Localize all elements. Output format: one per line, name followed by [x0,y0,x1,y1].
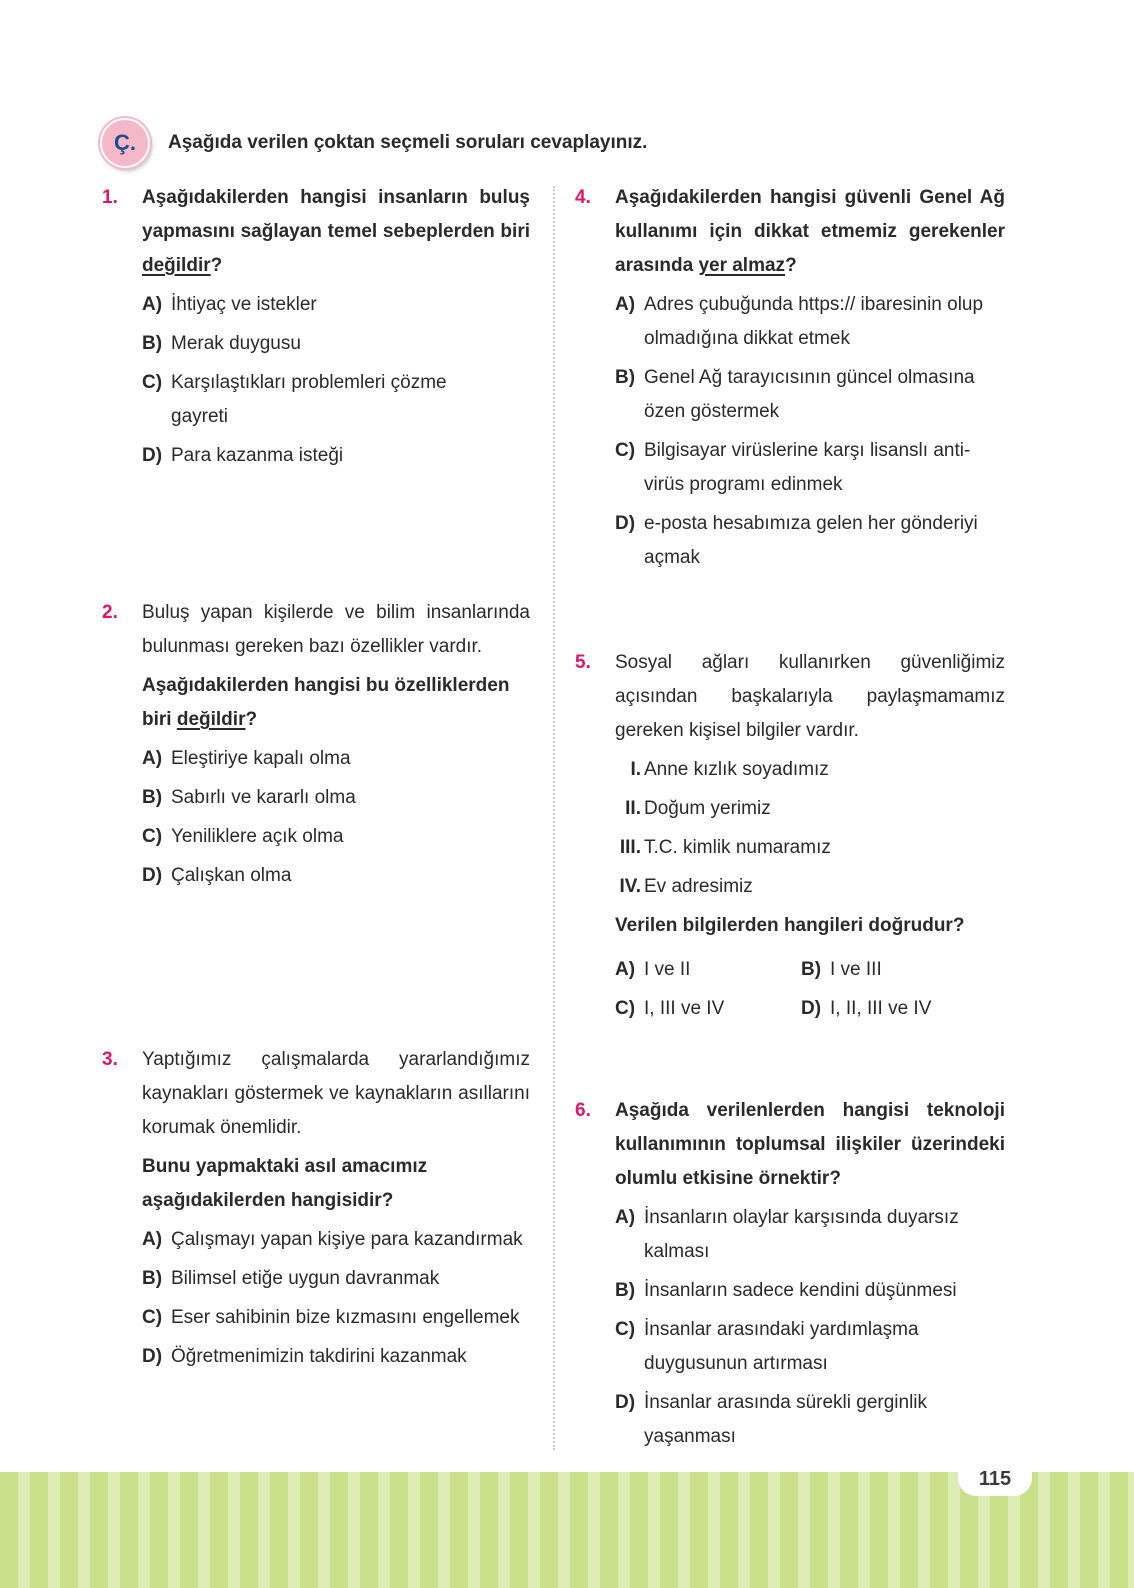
option-d[interactable]: D) Öğretmenimizin takdirini kazanmak [142,1346,467,1367]
option-a[interactable]: A) Çalışmayı yapan kişiye para kazandırmak [142,1229,523,1250]
option-d[interactable]: D) I, II, III ve IV [801,998,932,1019]
option-b[interactable]: B) Genel Ağ tarayıcısının güncel olmasına özen göstermek [615,367,975,422]
question-number: 6. [575,1100,591,1121]
section-header [100,118,647,168]
option-b[interactable]: B) Bilimsel etiğe uygun davranmak [142,1268,440,1289]
question-number: 1. [102,187,118,208]
question-ask: Bunu yapmaktaki asıl amacımız aşağıdakilerden hangisidir? [142,1156,428,1211]
statement-item: II. Doğum yerimiz [625,798,771,819]
question-stem: Aşağıdakilerden hangisi insanların buluş yapmasını sağlayan temel sebeplerden biri değildir? [142,187,530,276]
question-2 [102,596,530,893]
option-b[interactable]: B) I ve III [801,959,882,980]
option-d[interactable]: D) Para kazanma isteği [142,445,344,466]
emphasis-underline: değildir [142,255,211,276]
option-c[interactable]: C) Yeniliklere açık olma [142,826,344,847]
question-6 [575,1094,1005,1454]
option-a[interactable]: A) I ve II [615,959,691,980]
option-b[interactable]: B) İnsanların sadece kendini düşünmesi [615,1280,957,1301]
question-ask: Aşağıdakilerden hangisi bu özelliklerden biri değildir? [142,675,510,730]
option-d[interactable]: D) İnsanlar arasında sürekli gerginlik yaşanması [615,1392,928,1447]
option-c[interactable]: C) Bilgisayar virüslerine karşı lisanslı anti-virüs programı edinmek [615,440,971,495]
question-stem: Aşağıdakilerden hangisi güvenli Genel Ağ kullanımı için dikkat etmemiz gerekenler arasında yer almaz? [615,187,1005,276]
option-c[interactable]: C) Eser sahibinin bize kızmasını engellemek [142,1307,520,1328]
question-stem: Yaptığımız çalışmalarda yararlandığımız kaynakları göstermek ve kaynakların asıllarını korumak önemlidir. [142,1049,530,1138]
emphasis-underline: değildir [176,709,246,730]
option-b[interactable]: B) Merak duygusu [142,333,301,354]
question-4 [575,181,1005,575]
question-number: 2. [102,602,118,623]
statement-item: I. Anne kızlık soyadımız [630,759,829,780]
statement-item: IV. Ev adresimiz [619,876,753,897]
question-5 [575,646,1005,1026]
option-d[interactable]: D) Çalışkan olma [142,865,292,886]
section-badge: Ç. [100,118,150,168]
question-number: 5. [575,652,591,673]
page-number: 115 [958,1462,1032,1496]
question-ask: Verilen bilgilerden hangileri doğrudur? [615,915,965,936]
option-d[interactable]: D) e-posta hesabımıza gelen her gönderiyi açmak [615,513,978,568]
column-divider [553,186,555,1450]
option-c[interactable]: C) Karşılaştıkları problemleri çözme gayreti [142,372,447,427]
option-a[interactable]: A) Eleştiriye kapalı olma [142,748,351,769]
question-number: 4. [575,187,591,208]
question-number: 3. [102,1049,118,1070]
question-1 [102,181,530,473]
option-a[interactable]: A) İhtiyaç ve istekler [142,294,317,315]
option-a[interactable]: A) Adres çubuğunda https:// ibaresinin olup olmadığına dikkat etmek [615,294,984,349]
option-c[interactable]: C) İnsanlar arasındaki yardımlaşma duygusunun artırması [615,1319,919,1374]
question-3 [102,1043,530,1374]
question-stem: Buluş yapan kişilerde ve bilim insanlarında bulunması gereken bazı özellikler vardır. [142,602,530,657]
question-stem: Aşağıda verilenlerden hangisi teknoloji kullanımının toplumsal ilişkiler üzerindeki olumlu etkisine örnektir? [615,1100,1005,1189]
option-b[interactable]: B) Sabırlı ve kararlı olma [142,787,356,808]
section-instruction: Aşağıda verilen çoktan seçmeli soruları cevaplayınız. [168,132,648,153]
question-stem: Sosyal ağları kullanırken güvenliğimiz açısından başkalarıyla paylaşmamamız gereken kişisel bilgiler vardır. [615,652,1005,741]
option-c[interactable]: C) I, III ve IV [615,998,725,1019]
option-a[interactable]: A) İnsanların olaylar karşısında duyarsız kalması [615,1207,959,1262]
statement-item: III. T.C. kimlik numaramız [619,837,831,858]
emphasis-underline: yer almaz [698,255,786,276]
